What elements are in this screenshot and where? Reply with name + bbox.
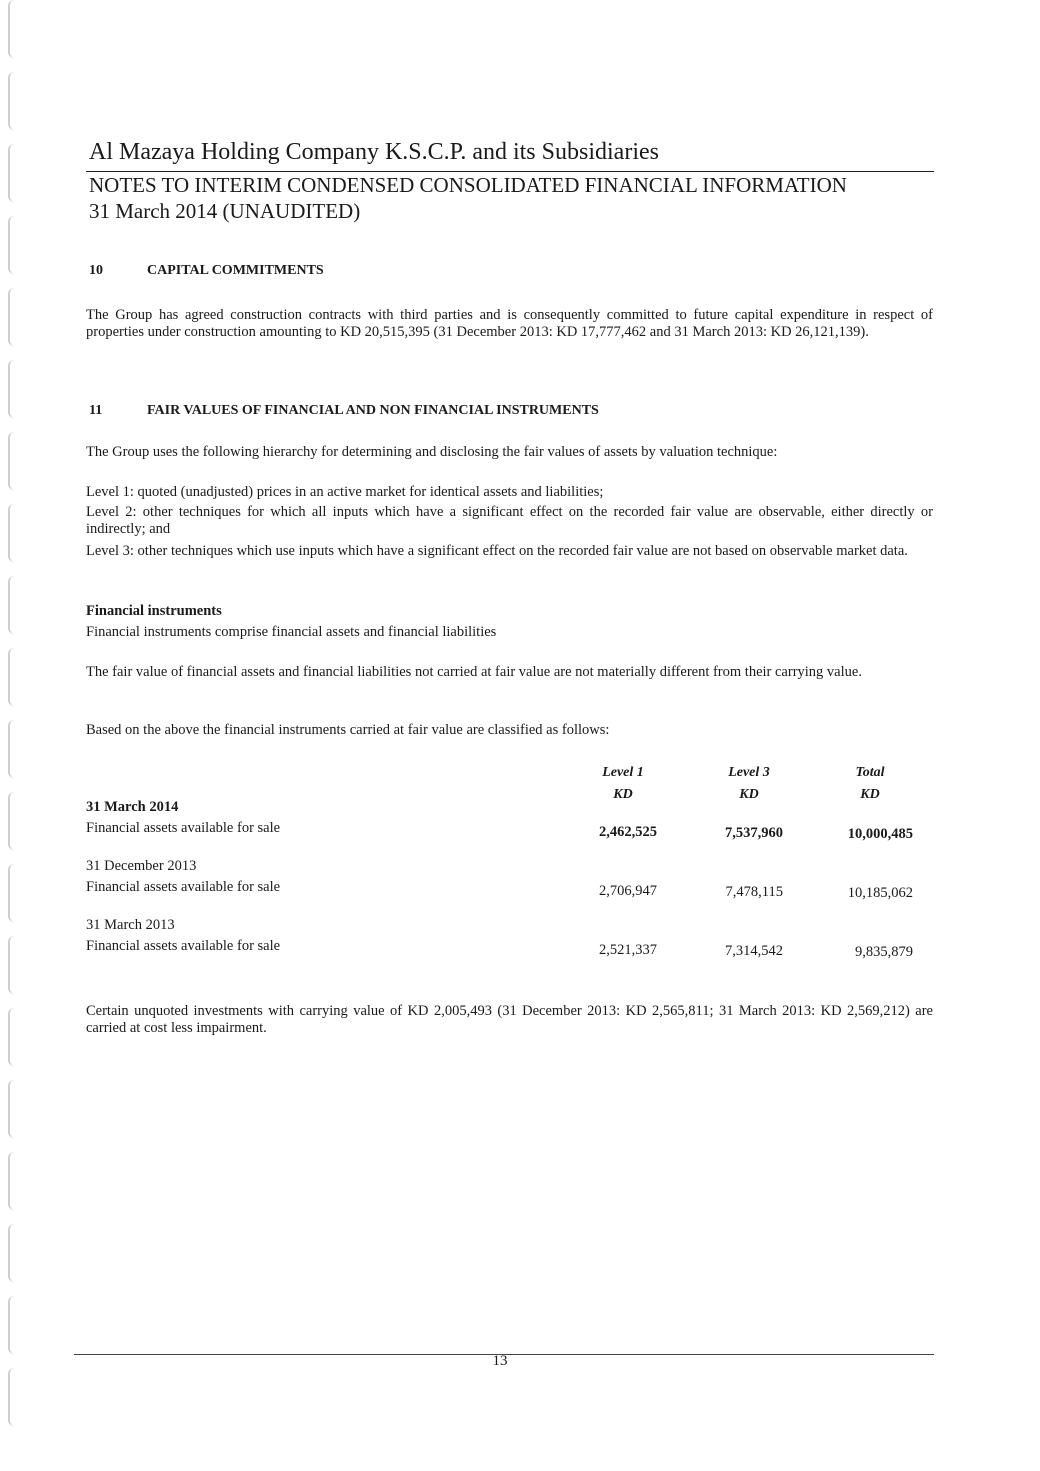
financial-instruments-heading: Financial instruments (86, 603, 222, 619)
binder-mark (8, 0, 20, 58)
binder-mark (8, 1368, 20, 1426)
section-11-number: 11 (89, 403, 103, 418)
section-10-body: The Group has agreed construction contracts with third parties and is consequently committed to future capital expenditure in respect of properties under construction amounting to KD 20,515,395 (31 December 2013: KD 17,777,462 and 31 March 2013: KD 26,121,139). (86, 307, 933, 340)
col-unit: KD (860, 787, 880, 802)
level-1-text: Level 1: quoted (unadjusted) prices in an active market for identical assets and liabilities; (86, 484, 604, 500)
period-title: 31 March 2014 (UNAUDITED) (89, 199, 361, 223)
header-rule (86, 171, 934, 172)
page-number: 13 (492, 1353, 508, 1369)
col-unit: KD (613, 787, 633, 802)
table-cell: 2,706,947 (599, 883, 657, 899)
binder-mark (8, 504, 20, 562)
table-cell: 7,314,542 (725, 943, 783, 959)
binder-mark (8, 648, 20, 706)
fair-value-text: The fair value of financial assets and financial liabilities not carried at fair value are not materially different from their carrying value. (86, 664, 862, 680)
col-header-total (825, 762, 915, 806)
table-cell: 2,462,525 (599, 824, 657, 840)
binder-mark (8, 936, 20, 994)
col-label: Total (855, 765, 885, 780)
financial-instruments-text: Financial instruments comprise financial assets and financial liabilities (86, 624, 497, 640)
table-row-label: Financial assets available for sale (86, 820, 281, 836)
col-label: Level 1 (602, 765, 644, 780)
table-row-label: Financial assets available for sale (86, 938, 281, 954)
binder-mark (8, 360, 20, 418)
section-11-title: FAIR VALUES OF FINANCIAL AND NON FINANCIAL INSTRUMENTS (147, 403, 599, 418)
binder-mark (8, 1008, 20, 1066)
table-period-label: 31 December 2013 (86, 858, 197, 874)
col-header-level3 (704, 762, 794, 806)
table-cell: 7,537,960 (725, 825, 783, 841)
section-11-intro: The Group uses the following hierarchy for determining and disclosing the fair values of assets by valuation technique: (86, 444, 778, 460)
binder-mark (8, 432, 20, 490)
table-cell: 7,478,115 (725, 884, 783, 900)
binder-mark (8, 1080, 20, 1138)
binder-mark (8, 288, 20, 346)
binder-mark (8, 72, 20, 130)
col-header-level1 (578, 762, 668, 806)
table-cell: 9,835,879 (855, 944, 913, 960)
table-cell: 10,185,062 (847, 885, 913, 901)
table-period-label: 31 March 2014 (86, 799, 179, 815)
unquoted-investments-text: Certain unquoted investments with carrying value of KD 2,005,493 (31 December 2013: KD 2,565,811; 31 March 2013: KD 2,569,212) are carried at cost less impairment. (86, 1003, 933, 1036)
binder-mark (8, 720, 20, 778)
binder-mark (8, 216, 20, 274)
notes-title: NOTES TO INTERIM CONDENSED CONSOLIDATED FINANCIAL INFORMATION (89, 173, 847, 197)
table-row-label: Financial assets available for sale (86, 879, 281, 895)
table-cell: 2,521,337 (599, 942, 657, 958)
level-2-text: Level 2: other techniques for which all inputs which have a significant effect on the recorded fair value are observable, either directly or indirectly; and (86, 504, 933, 537)
binder-mark (8, 1296, 20, 1354)
binder-mark (8, 1224, 20, 1282)
section-10-title: CAPITAL COMMITMENTS (147, 263, 324, 278)
binder-mark (8, 792, 20, 850)
table-cell: 10,000,485 (847, 826, 913, 842)
level-3-text: Level 3: other techniques which use inputs which have a significant effect on the recorded fair value are not based on observable market data. (86, 543, 908, 559)
table-period-label: 31 March 2013 (86, 917, 175, 933)
col-label: Level 3 (728, 765, 770, 780)
company-name: Al Mazaya Holding Company K.S.C.P. and its Subsidiaries (89, 139, 659, 165)
binder-mark (8, 144, 20, 202)
col-unit: KD (739, 787, 759, 802)
binder-mark (8, 864, 20, 922)
section-10-number: 10 (89, 263, 103, 278)
classified-text: Based on the above the financial instruments carried at fair value are classified as follows: (86, 722, 610, 738)
binder-mark (8, 576, 20, 634)
binder-mark (8, 1152, 20, 1210)
